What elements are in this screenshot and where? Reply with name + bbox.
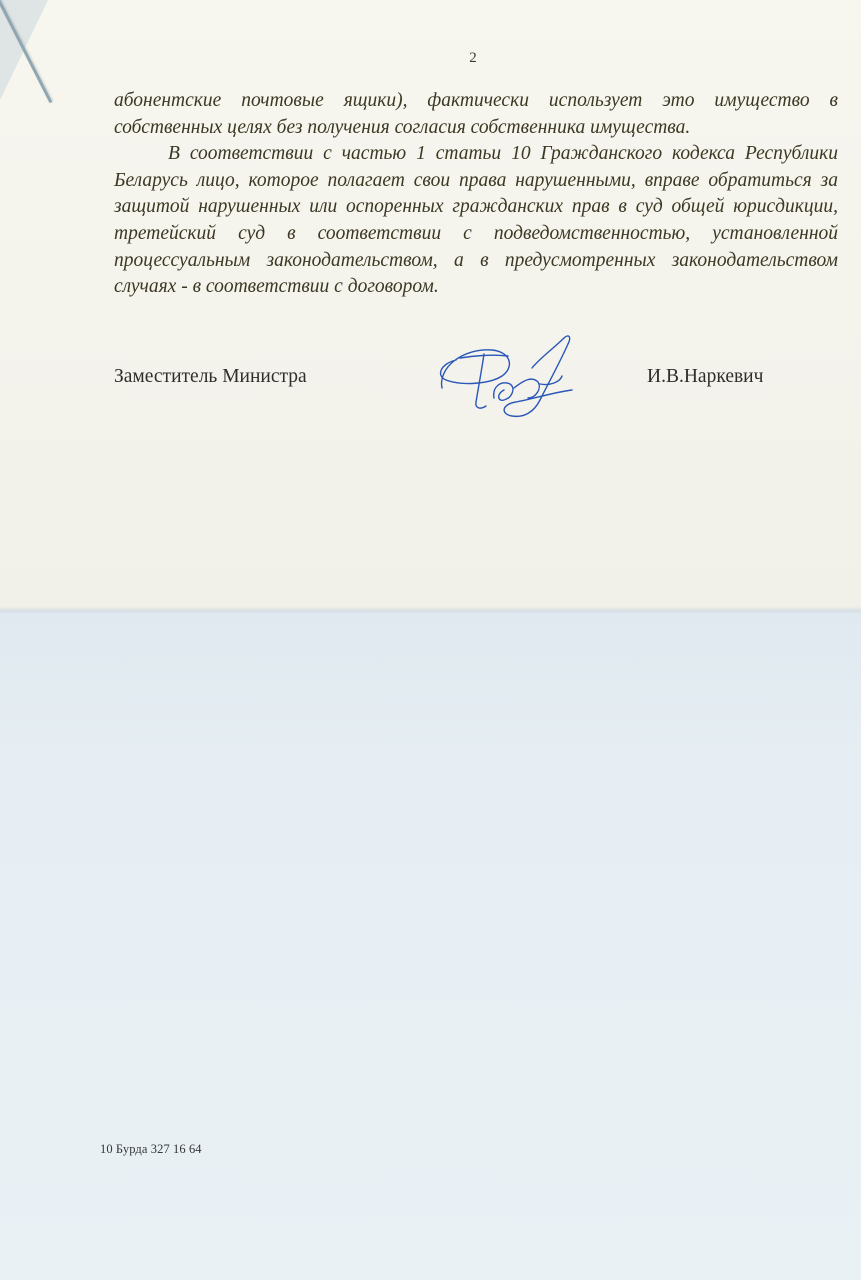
executor-note: 10 Бурда 327 16 64	[100, 1142, 202, 1156]
signatory-position: Заместитель Министра	[114, 366, 307, 387]
page-number: 2	[469, 50, 477, 66]
letter-body	[114, 88, 838, 301]
handwritten-signature	[432, 328, 602, 428]
paragraph-civil-code: В соответствии с частью 1 статьи 10 Гражданского кодекса Республики Беларусь лицо, которое полагает свои права нарушенными, вправе обратиться за защитой нарушенных или оспоренных гражданских прав в суд общей юрисдикции, третейский суд в соответствии с подведомственностью, установленной процессуальным законодательством, а в предусмотренных законодательством случаях - в соответствии с договором.	[114, 143, 838, 298]
paragraph-continuation: абонентские почтовые ящики), фактически использует это имущество в собственных целях без получения согласия собственника имущества.	[114, 90, 838, 138]
paper-fold	[0, 606, 861, 614]
signatory-name: И.В.Наркевич	[647, 366, 764, 387]
